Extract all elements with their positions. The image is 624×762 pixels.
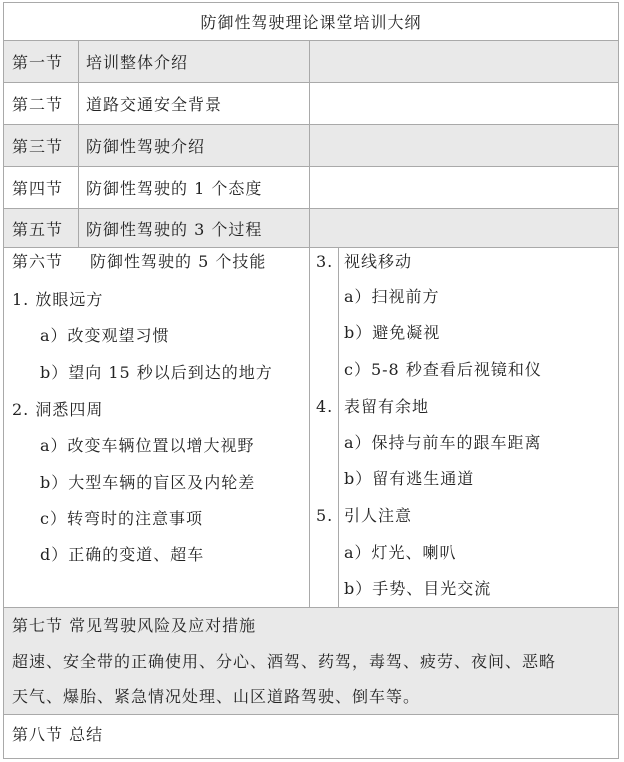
section-number: 第一节 <box>12 53 64 72</box>
section-heading: 第七节 常见驾驶风险及应对措施 <box>12 616 257 635</box>
section-number: 第二节 <box>12 95 64 114</box>
section-number: 第五节 <box>12 219 64 239</box>
section-topic: 道路交通安全背景 <box>86 95 223 114</box>
section-7-block <box>4 607 618 715</box>
skill-subitem: a）改变车辆位置以增大视野 <box>40 436 255 455</box>
section-topic: 防御性驾驶的 5 个技能 <box>90 252 267 271</box>
skill-subitem: b）望向 15 秒以后到达的地方 <box>40 363 273 382</box>
skill-subitem: c）转弯时的注意事项 <box>40 509 203 528</box>
section-row-4 <box>4 167 618 209</box>
section-row-2 <box>4 83 618 125</box>
skill-item: 2. 洞悉四周 <box>12 400 104 419</box>
skill-subitem: b）手势、目光交流 <box>344 579 492 598</box>
skill-item: 视线移动 <box>344 252 413 271</box>
skill-number: 3. <box>316 252 334 271</box>
skill-subitem: d）正确的变道、超车 <box>40 545 205 564</box>
skill-subitem: b）大型车辆的盲区及内轮差 <box>40 473 256 492</box>
section-6-block <box>4 248 618 607</box>
section-number: 第六节 <box>12 252 64 271</box>
section-row-1 <box>4 41 618 83</box>
skill-subitem: c）5-8 秒查看后视镜和仪 <box>344 360 542 379</box>
skill-item: 1. 放眼远方 <box>12 290 104 309</box>
section-topic: 培训整体介绍 <box>86 53 189 72</box>
section-number: 第三节 <box>12 137 64 156</box>
section-body-line: 天气、爆胎、紧急情况处理、山区道路驾驶、倒车等。 <box>12 687 421 706</box>
skill-item: 引人注意 <box>344 506 413 525</box>
skill-number: 5. <box>316 506 334 525</box>
skill-subitem: a）扫视前方 <box>344 287 440 306</box>
section-8-block <box>4 715 618 758</box>
skill-subitem: a）灯光、喇叭 <box>344 543 457 562</box>
skill-subitem: b）避免凝视 <box>344 323 441 342</box>
skill-subitem: a）保持与前车的跟车距离 <box>344 433 542 452</box>
section-row-3 <box>4 125 618 167</box>
section-number: 第四节 <box>12 179 64 198</box>
skill-subitem: b）留有逃生通道 <box>344 469 475 488</box>
document-title: 防御性驾驶理论课堂培训大纲 <box>4 3 618 41</box>
section-topic: 防御性驾驶介绍 <box>86 137 206 156</box>
column-divider <box>309 248 310 607</box>
section-topic: 防御性驾驶的 1 个态度 <box>86 179 263 198</box>
column-divider <box>309 41 310 248</box>
column-divider <box>338 248 339 607</box>
section-body-line: 超速、安全带的正确使用、分心、酒驾、药驾，毒驾、疲劳、夜间、恶略 <box>12 652 557 671</box>
section-topic: 防御性驾驶的 3 个过程 <box>86 219 263 239</box>
column-divider <box>78 41 79 248</box>
section-heading: 第八节 总结 <box>12 725 104 744</box>
skill-number: 4. <box>316 397 334 416</box>
skill-subitem: a）改变观望习惯 <box>40 326 170 345</box>
outline-document <box>3 2 619 759</box>
section-row-5 <box>4 209 618 248</box>
skill-item: 表留有余地 <box>344 397 430 416</box>
